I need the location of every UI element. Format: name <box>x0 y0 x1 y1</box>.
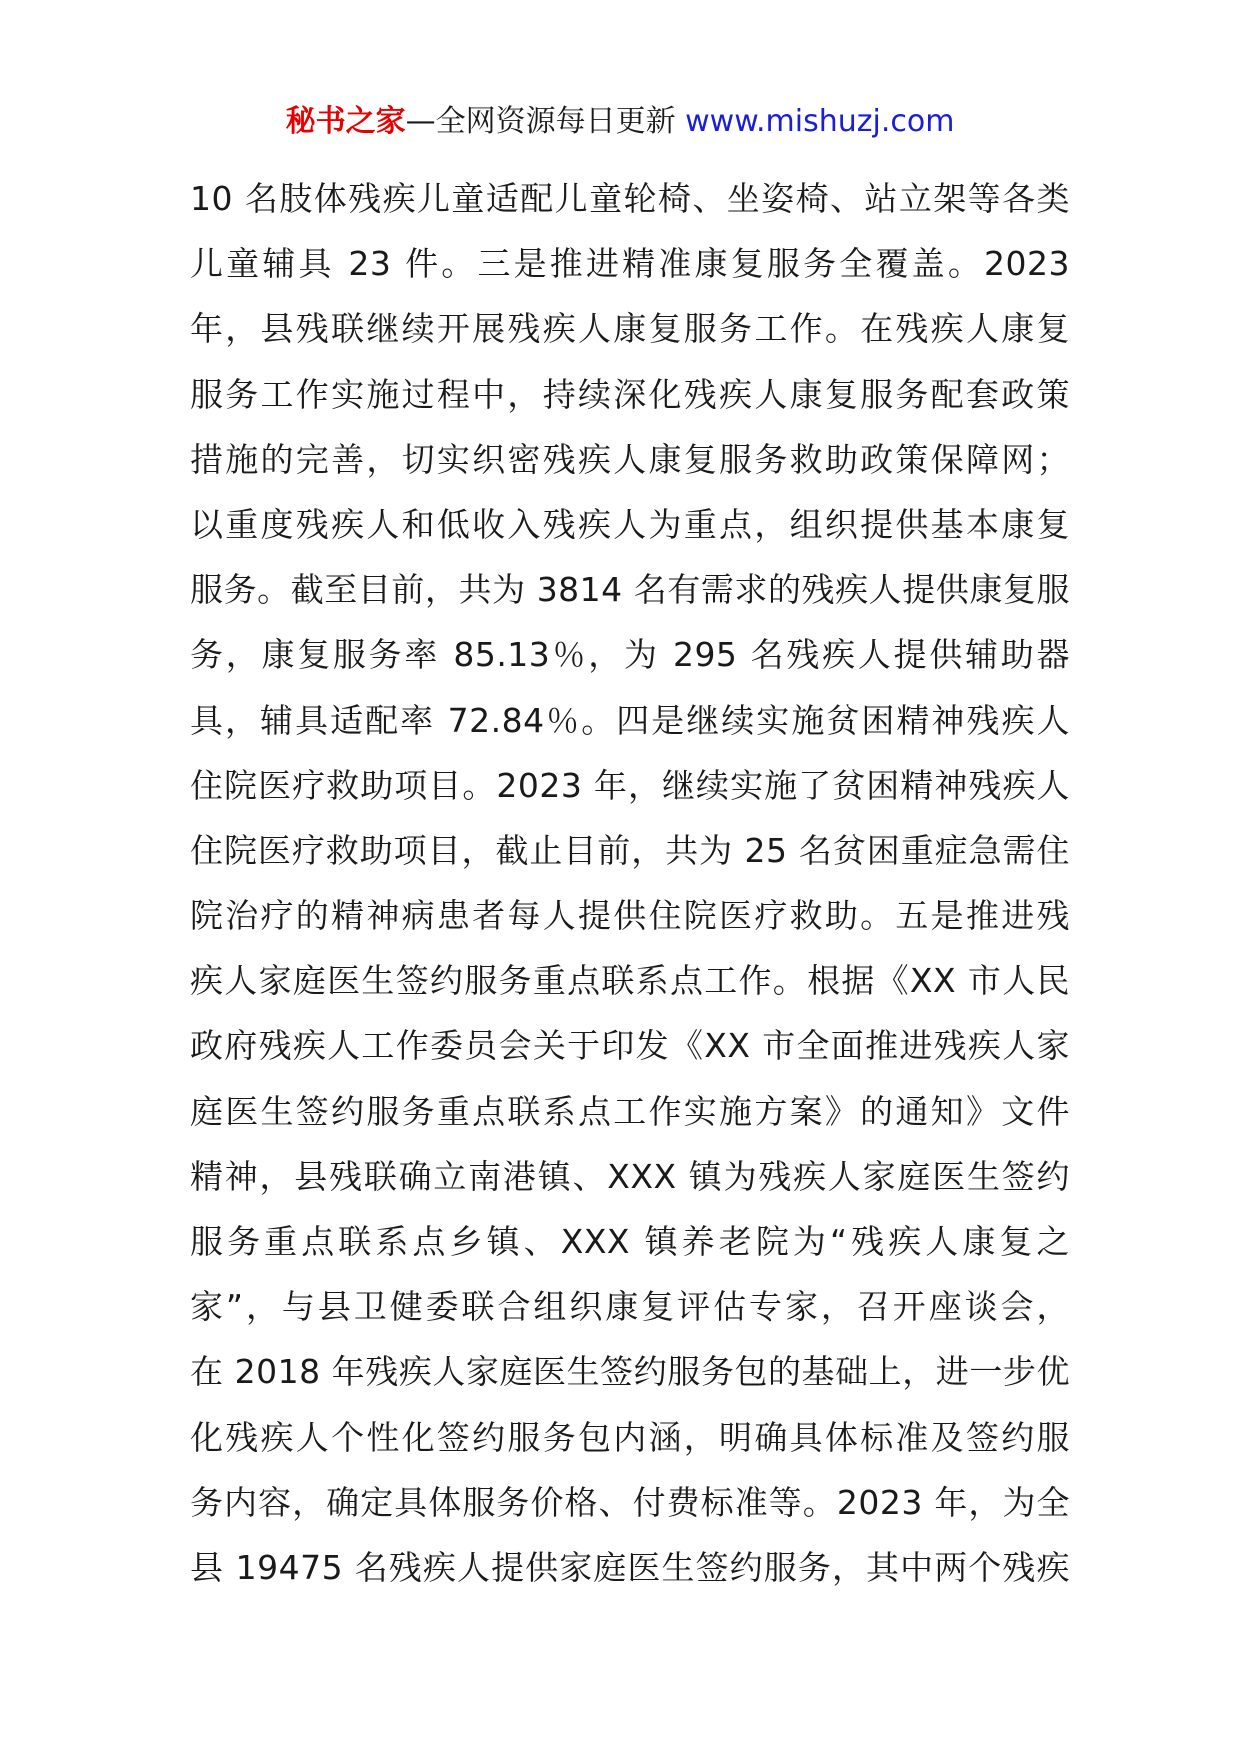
text-line: 政府残疾人工作委员会关于印发《XX 市全面推进残疾人家 <box>190 1026 1070 1066</box>
text-line: 疾人家庭医生签约服务重点联系点工作。根据《XX 市人民 <box>190 961 1070 1001</box>
text-line: 化残疾人个性化签约服务包内涵，明确具体标准及签约服 <box>190 1417 1070 1457</box>
text-line: 住院医疗救助项目，截止目前，共为 25 名贫困重症急需住 <box>190 830 1070 870</box>
text-line: 具，辅具适配率 72.84％。四是继续实施贫困精神残疾人 <box>190 700 1070 740</box>
text-line: 10 名肢体残疾儿童适配儿童轮椅、坐姿椅、站立架等各类 <box>190 179 1070 218</box>
header-site-link[interactable]: www.mishuzj.com <box>685 104 955 139</box>
text-line: 在 2018 年残疾人家庭医生签约服务包的基础上，进一步优 <box>190 1352 1070 1392</box>
text-line: 年，县残联继续开展残疾人康复服务工作。在残疾人康复 <box>190 309 1070 349</box>
header-slogan: —全网资源每日更新 <box>405 104 686 139</box>
text-line: 家”，与县卫健委联合组织康复评估专家，召开座谈会， <box>190 1287 1070 1327</box>
header-brand: 秘书之家 <box>285 104 406 139</box>
text-line: 务，康复服务率 85.13％，为 295 名残疾人提供辅助器 <box>190 635 1070 675</box>
text-line: 住院医疗救助项目。2023 年，继续实施了贫困精神残疾人 <box>190 765 1070 805</box>
text-line: 措施的完善，切实织密残疾人康复服务救助政策保障网； <box>190 439 1070 479</box>
text-line: 以重度残疾人和低收入残疾人为重点，组织提供基本康复 <box>190 504 1070 544</box>
text-line: 院治疗的精神病患者每人提供住院医疗救助。五是推进残 <box>190 896 1070 936</box>
text-line: 务内容，确定具体服务价格、付费标准等。2023 年，为全 <box>190 1482 1070 1522</box>
text-line: 庭医生签约服务重点联系点工作实施方案》的通知》文件 <box>190 1091 1070 1131</box>
text-line: 儿童辅具 23 件。三是推进精准康复服务全覆盖。2023 <box>190 244 1070 284</box>
page-header <box>0 100 1240 144</box>
text-line: 服务。截至目前，共为 3814 名有需求的残疾人提供康复服 <box>190 570 1070 610</box>
text-line: 服务工作实施过程中，持续深化残疾人康复服务配套政策 <box>190 374 1070 414</box>
text-line: 精神，县残联确立南港镇、XXX 镇为残疾人家庭医生签约 <box>190 1156 1070 1196</box>
body-paragraph <box>190 166 1070 1600</box>
text-line: 县 19475 名残疾人提供家庭医生签约服务，其中两个残疾 <box>190 1547 1070 1587</box>
text-line: 服务重点联系点乡镇、XXX 镇养老院为“残疾人康复之 <box>190 1222 1070 1261</box>
